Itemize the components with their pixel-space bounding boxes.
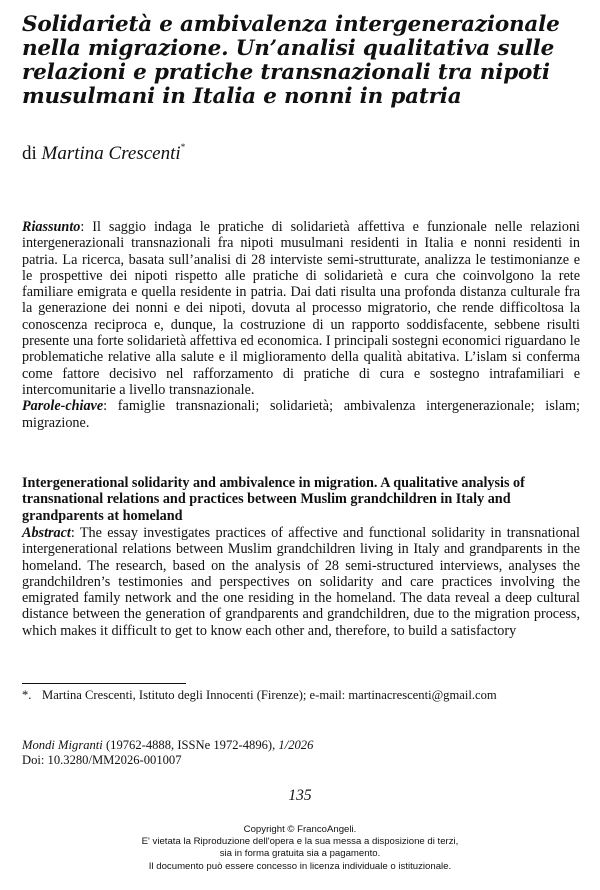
keywords-label: Parole-chiave bbox=[22, 398, 104, 415]
copyright-line-3: sia in forma gratuita sia a pagamento. bbox=[219, 848, 381, 860]
english-title: Intergenerational solidarity and ambivalence in migration. A qualitative analysis of transnational relations and practices between Muslim grandchildren in Italy and grandparents at homeland bbox=[22, 475, 525, 524]
journal-info bbox=[22, 738, 313, 768]
copyright-notice bbox=[0, 824, 600, 873]
byline bbox=[22, 143, 185, 165]
journal-doi: Doi: 10.3280/MM2026-001007 bbox=[22, 753, 182, 767]
footnote-mark: *. bbox=[22, 688, 32, 702]
keywords-text: : famiglie transnazionali; solidarietà; ambivalenza intergenerazionale; islam; migrazione. bbox=[22, 398, 580, 431]
abstract-italian bbox=[22, 219, 580, 431]
author-footnote bbox=[22, 688, 580, 703]
author-name: Martina Crescenti bbox=[41, 143, 181, 164]
abstract-english-label: Abstract bbox=[22, 525, 71, 541]
journal-issue: 1/2026 bbox=[278, 738, 314, 752]
copyright-line-1: Copyright © FrancoAngeli. bbox=[243, 824, 357, 835]
author-footnote-mark: * bbox=[180, 141, 186, 152]
abstract-english-text: : The essay investigates practices of affective and functional solidarity in transnational intergenerational relations between Muslim grandchildren living in Italy and grandparents in the homeland. The research, based on the analysis of 28 semi-structured interviews, analyses the grandchildren’s testimonies and perspectives on solidarity and care practices involving the emigrated family network and the one residing in the homeland. The data reveal a deep cultural distance between the generation of grandparents and grandchildren, due to the migration process, which makes it difficult to get to know each other and, therefore, to build a satisfactory bbox=[22, 525, 580, 639]
abstract-english bbox=[22, 525, 580, 639]
footnote-separator bbox=[22, 683, 186, 684]
journal-name: Mondi Migranti bbox=[22, 738, 103, 752]
journal-issn: (19762-4888, ISSNe 1972-4896), bbox=[102, 738, 279, 752]
article-title: Solidarietà e ambivalenza intergenerazionale nella migrazione. Un’analisi qualitativa sulle relazioni e pratiche transnazionali tra nipoti musulmani in Italia e nonni in patria bbox=[22, 12, 560, 109]
copyright-line-2: E' vietata la Riproduzione dell'opera e la sua messa a disposizione di terzi, bbox=[141, 836, 459, 848]
abstract-italian-label: Riassunto bbox=[22, 219, 81, 235]
byline-prefix: di bbox=[22, 143, 37, 164]
abstract-italian-text: : Il saggio indaga le pratiche di solidarietà affettiva e funzionale nelle relazioni intergenerazionali transnazionali fra nipoti musulmani residenti in Italia e nonni residenti in patria. La ricerca, basata sull’analisi di 28 interviste semi-strutturate, analizza le testimonianze e le prospettive dei nipoti rispetto alle pratiche di solidarietà e cura che coinvolgono la rete familiare emigrata e quella residente in patria. Dai dati risulta una profonda distanza culturale fra la generazione dei nonni e dei nipoti, dovuta al processo migratorio, che rende difficoltosa la conoscenza reciproca e, dunque, la costruzione di un rapporto soddisfacente, sebbene risulti presente una forte solidarietà affettiva ed economica. I principali sostegni economici riguardano le problematiche relative alla salute e il miglioramento della qualità abitativa. L’islam si conferma come fattore decisivo nel rafforzamento di pratiche di cura e sostegno intrafamiliari e intercomunitarie a livello transnazionale. bbox=[22, 219, 580, 398]
copyright-line-4: Il documento può essere concesso in licenza individuale o istituzionale. bbox=[148, 860, 452, 872]
footnote-text: Martina Crescenti, Istituto degli Innocenti (Firenze); e-mail: martinacrescenti@gmail.com bbox=[42, 688, 497, 702]
page-number: 135 bbox=[288, 787, 312, 804]
